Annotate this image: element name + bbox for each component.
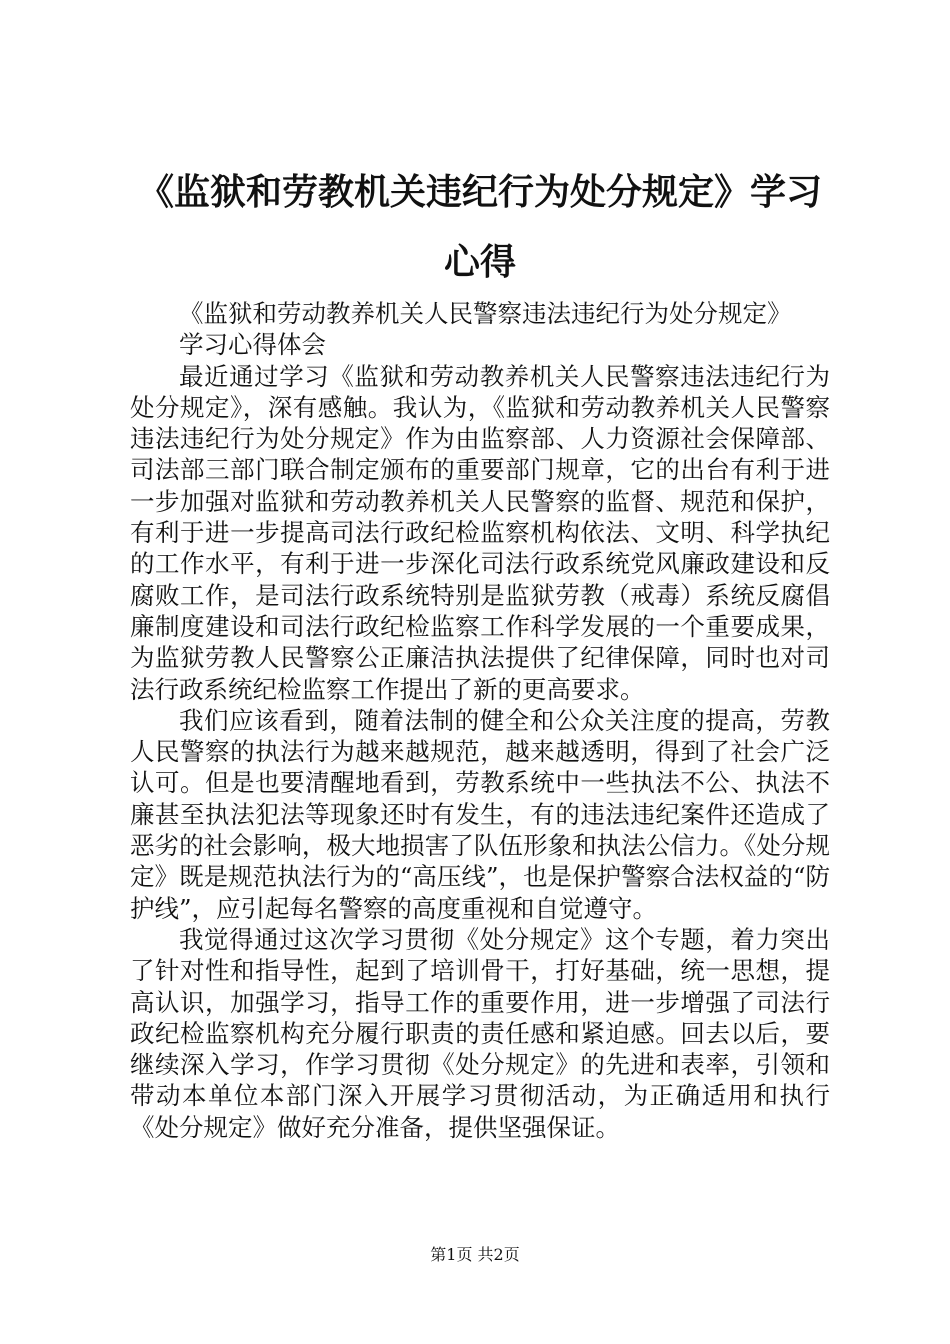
page-footer: 第1页 共2页 [430, 1245, 520, 1264]
paragraph-2: 我们应该看到，随着法制的健全和公众关注度的提高，劳教人民警察的执法行为越来越规范，越来越透明，得到了社会广泛认可。但是也要清醒地看到，劳教系统中一些执法不公、执法不廉甚至执法犯法等现象还时有发生，有的违法违纪案件还造成了恶劣的社会影响，极大地损害了队伍形象和执法公信力。《处分规定》既是规范执法行为的“高压线”，也是保护警察合法权益的“防护线”，应引起每名警察的高度重视和自觉遵守。 [130, 705, 830, 923]
document-title: 《监狱和劳教机关违纪行为处分规定》学习心得 [137, 172, 822, 283]
document-body [130, 298, 830, 1143]
paragraph-3: 我觉得通过这次学习贯彻《处分规定》这个专题，着力突出了针对性和指导性，起到了培训骨干，打好基础，统一思想，提高认识，加强学习，指导工作的重要作用，进一步增强了司法行政纪检监察机构充分履行职责的责任感和紧迫感。回去以后，要继续深入学习，作学习贯彻《处分规定》的先进和表率，引领和带动本单位本部门深入开展学习贯彻活动，为正确适用和执行《处分规定》做好充分准备，提供坚强保证。 [130, 924, 830, 1142]
subtitle-line-1: 《监狱和劳动教养机关人民警察违法违纪行为处分规定》 [179, 299, 792, 328]
paragraph-1: 最近通过学习《监狱和劳动教养机关人民警察违法违纪行为处分规定》，深有感触。我认为，《监狱和劳动教养机关人民警察违法违纪行为处分规定》作为由监察部、人力资源社会保障部、司法部三部门联合制定颁布的重要部门规章，它的出台有利于进一步加强对监狱和劳动教养机关人民警察的监督、规范和保护，有利于进一步提高司法行政纪检监察机构依法、文明、科学执纪的工作水平，有利于进一步深化司法行政系统党风廉政建设和反腐败工作，是司法行政系统特别是监狱劳教（戒毒）系统反腐倡廉制度建设和司法行政纪检监察工作科学发展的一个重要成果，为监狱劳教人民警察公正廉洁执法提供了纪律保障，同时也对司法行政系统纪检监察工作提出了新的更高要求。 [130, 361, 830, 704]
subtitle-line-2: 学习心得体会 [179, 330, 326, 360]
